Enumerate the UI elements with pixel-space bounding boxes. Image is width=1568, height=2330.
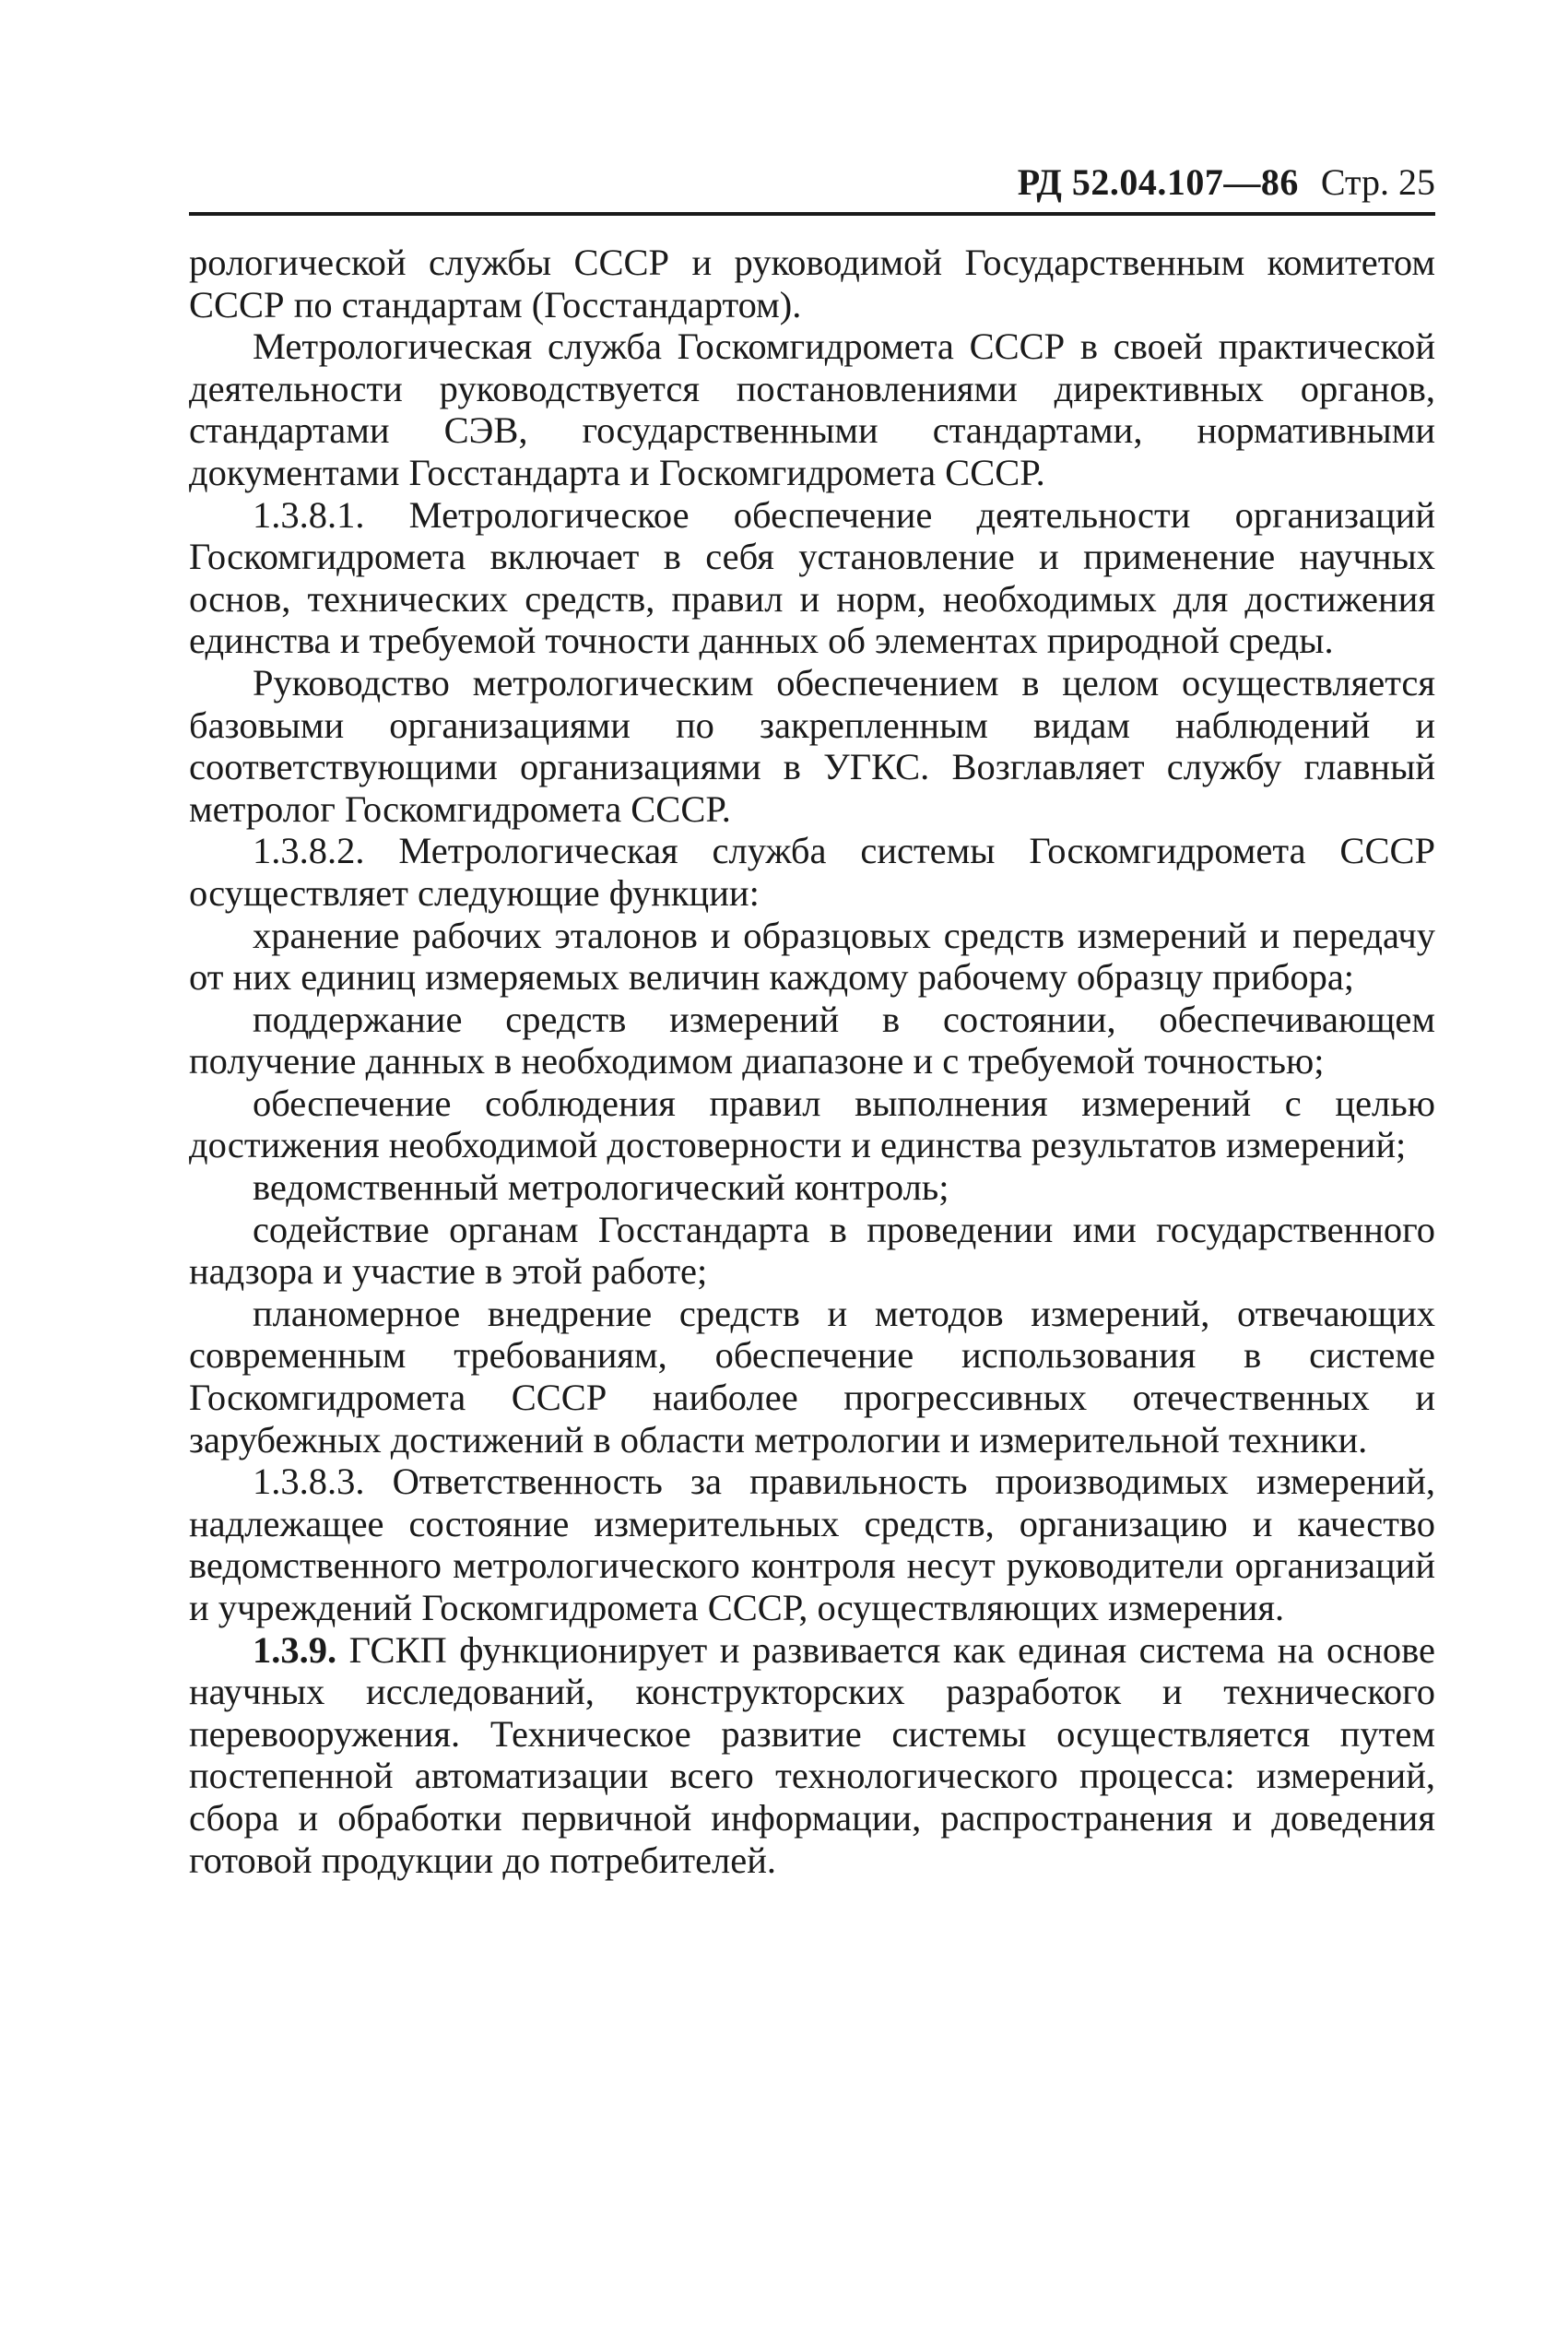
header-text bbox=[1018, 162, 1435, 203]
section-1-3-8-3 bbox=[189, 1461, 1435, 1628]
page-header bbox=[189, 155, 1435, 216]
section-1-3-8-1 bbox=[189, 494, 1435, 662]
paragraph bbox=[189, 662, 1435, 830]
paragraph-text: Метрологическая служба Госкомгидромета СССР в своей практической деятельности руководствуется постановлениями директивных органов, стандартами СЭВ, государственными стандартами, нормативными документами Госстандарта и Госкомгидромета СССР. bbox=[189, 325, 1435, 493]
list-item bbox=[189, 999, 1435, 1082]
section-1-3-8-2 bbox=[189, 830, 1435, 914]
list-item bbox=[189, 1293, 1435, 1461]
paragraph-text: хранение рабочих эталонов и образцовых средств измерений и передачу от них единиц измеряемых величин каждому рабочему образцу прибора; bbox=[189, 914, 1435, 999]
section-number: 1.3.8.1. bbox=[252, 493, 365, 536]
paragraph-text: Ответственность за правильность производимых измерений, надлежащее состояние измерительных средств, организацию и качество ведомственного метрологического контроля несут руководители организаций и учреждений Госкомгидромета СССР, осуществляющих измерения. bbox=[189, 1461, 1435, 1628]
paragraph bbox=[189, 325, 1435, 493]
list-item bbox=[189, 1209, 1435, 1293]
paragraph-text: Метрологическое обеспечение деятельности организаций Госкомгидромета включает в себя установление и применение научных основ, технических средств, правил и норм, необходимых для достижения единства и требуемой точности данных об элементах природной среды. bbox=[189, 493, 1435, 662]
paragraph-continuation bbox=[189, 242, 1435, 325]
paragraph-text: обеспечение соблюдения правил выполнения измерений с целью достижения необходимой достоверности и единства результатов измерений; bbox=[189, 1082, 1435, 1166]
paragraph-text: планомерное внедрение средств и методов измерений, отвечающих современным требованиям, обеспечение использования в системе Госкомгидромета СССР наиболее прогрессивных отечественных и зарубежных достижений в области метрологии и измерительной техники. bbox=[189, 1292, 1435, 1461]
paragraph-text: рологической службы СССР и руководимой Государственным комитетом СССР по стандартам (Госстандартом). bbox=[189, 242, 1435, 325]
page-body bbox=[189, 242, 1435, 1881]
section-1-3-9 bbox=[189, 1629, 1435, 1882]
section-number: 1.3.8.2. bbox=[252, 830, 365, 872]
list-item bbox=[189, 915, 1435, 999]
paragraph-text: ГСКП функционирует и развивается как единая система на основе научных исследований, конструкторских разработок и технического перевооружения. Техническое развитие системы осуществляется путем постепенной автоматизации всего технологического процесса: измерений, сбора и обработки первичной информации, распространения и доведения готовой продукции до потребителей. bbox=[189, 1628, 1436, 1881]
paragraph-text: Руководство метрологическим обеспечением в целом осуществляется базовыми организациями по закрепленным видам наблюдений и соответствующими организациями в УГКС. Возглавляет службу главный метролог Госкомгидромета СССР. bbox=[189, 661, 1435, 830]
section-number: 1.3.8.3. bbox=[252, 1461, 365, 1503]
document-code: РД 52.04.107—86 bbox=[1017, 161, 1299, 203]
paragraph-text: поддержание средств измерений в состоянии, обеспечивающем получение данных в необходимом диапазоне и с требуемой точностью; bbox=[189, 998, 1435, 1082]
paragraph-text: Метрологическая служба системы Госкомгидромета СССР осуществляет следующие функции: bbox=[189, 830, 1436, 914]
section-number: 1.3.9. bbox=[252, 1628, 337, 1671]
paragraph-text: ведомственный метрологический контроль; bbox=[252, 1166, 949, 1209]
paragraph-text: содействие органам Госстандарта в проведении ими государственного надзора и участие в этой работе; bbox=[189, 1208, 1435, 1293]
list-item bbox=[189, 1082, 1435, 1166]
page-number: Стр. 25 bbox=[1320, 161, 1435, 203]
list-item bbox=[189, 1166, 1435, 1209]
